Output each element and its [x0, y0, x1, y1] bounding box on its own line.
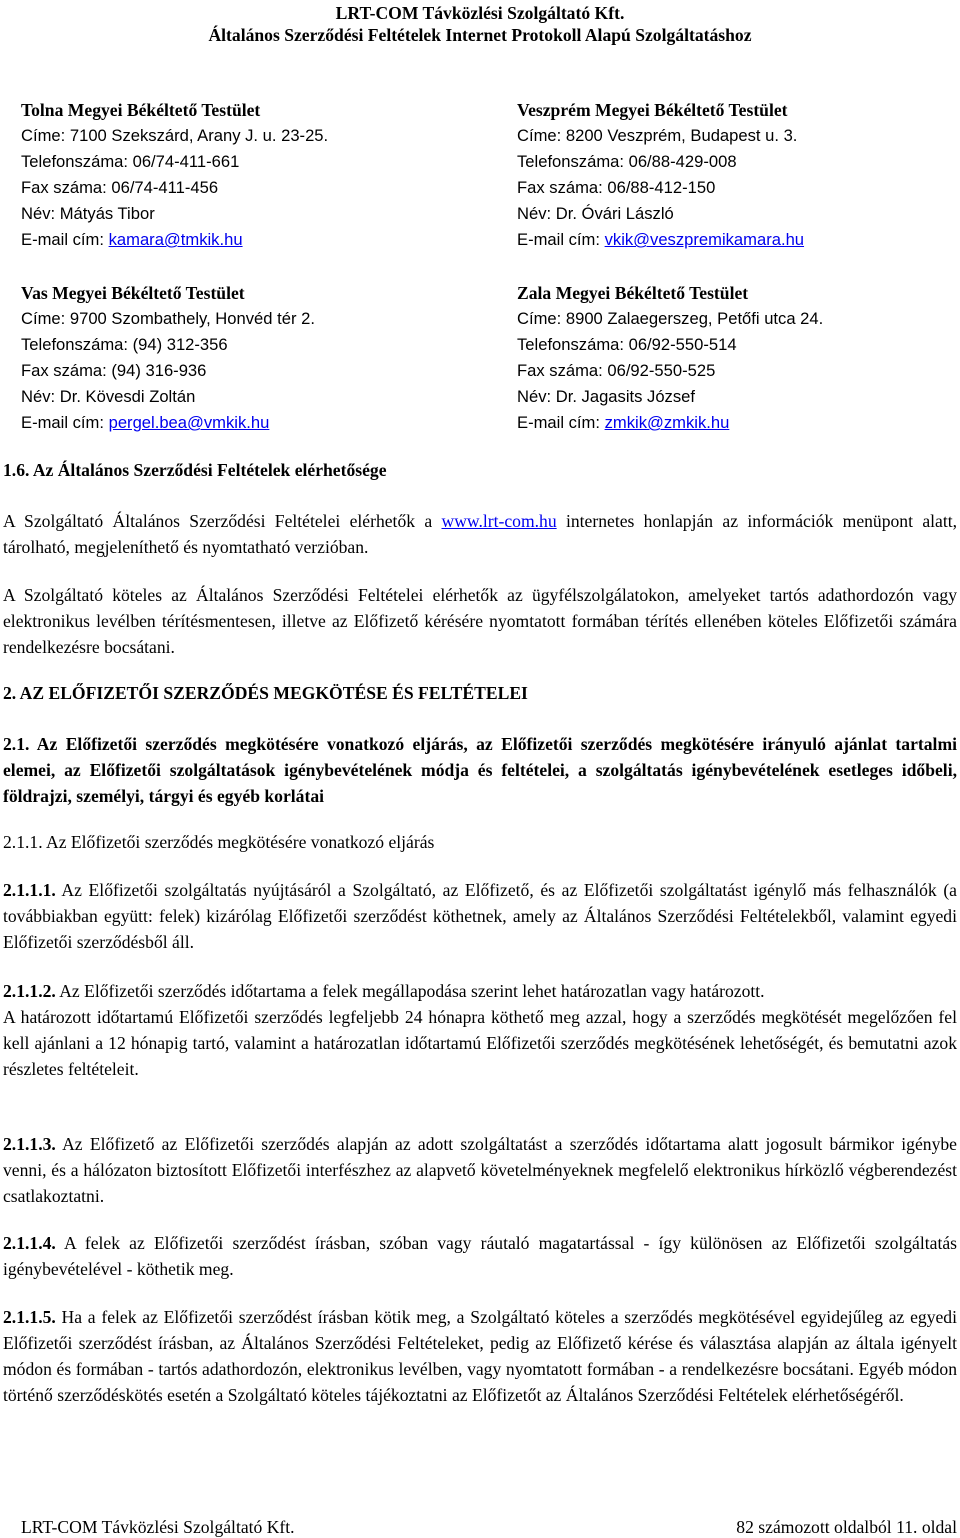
clause-number: 2.1.1.3.: [3, 1134, 56, 1154]
clause-text: Ha a felek az Előfizetői szerződést írásban kötik meg, a Szolgáltató köteles a szerződés megkötésével egyidejűleg az egyedi Előfizetői szerződést írásban, az Általános Szerződési Feltételeket, pedig az Előfizető kérése és választása alapján az általa igényelt módon és formában - tartós adathordozón, elektronikus levélben, vagy nyomtatott formában - a rendelkezésre bocsátani. Egyéb módon történő szerződéskötés esetén a Szolgáltató köteles tájékoztatni az Előfizetőt az Általános Szerződési Feltételek elérhetőségéről.: [3, 1307, 957, 1405]
board-email-row: [21, 227, 328, 253]
email-link[interactable]: kamara@tmkik.hu: [108, 230, 243, 249]
section-2-1-1-5: [3, 1304, 957, 1408]
clause-number: 2.1.1.1.: [3, 880, 56, 900]
section-2-1-1-1: [3, 877, 957, 955]
footer-page-number: 82 számozott oldalból 11. oldal: [736, 1517, 957, 1537]
board-fax: Fax száma: 06/88-412-150: [517, 178, 716, 197]
board-zala: [517, 280, 823, 436]
footer-company: LRT-COM Távközlési Szolgáltató Kft.: [21, 1517, 295, 1537]
board-person: Név: Dr. Kövesdi Zoltán: [21, 387, 196, 406]
email-link[interactable]: vkik@veszpremikamara.hu: [604, 230, 805, 249]
section-1-6-p2: [3, 582, 957, 660]
clause-number: 2.1.1.5.: [3, 1307, 56, 1327]
board-veszprem: [517, 97, 804, 253]
board-fax: Fax száma: 06/92-550-525: [517, 361, 716, 380]
email-link[interactable]: pergel.bea@vmkik.hu: [108, 413, 270, 432]
board-person: Név: Mátyás Tibor: [21, 204, 155, 223]
section-2-1-title: 2.1. Az Előfizetői szerződés megkötésére vonatkozó eljárás, az Előfizetői szerződés megkötésére irányuló ajánlat tartalmi elemei, az Előfizetői szolgáltatások igénybevételének módja és feltételei, a szolgáltatás igénybevételének esetleges időbeli, földrajzi, személyi, tárgyi és egyéb korlátai: [3, 734, 957, 806]
board-phone: Telefonszáma: 06/88-429-008: [517, 152, 737, 171]
board-name: Vas Megyei Békéltető Testület: [21, 283, 245, 303]
clause-text: Az Előfizető az Előfizetői szerződés alapján az adott szolgáltatást a szerződés időtartama alatt jogosult bármikor igénybe venni, és a hálózaton biztosított Előfizetői interfészhez az alapvető követelményeknek megfelelő elektronikus hírközlő végberendezést csatlakoztatni.: [3, 1134, 957, 1206]
board-tolna: [21, 97, 328, 253]
page-header: [0, 2, 960, 46]
clause-text: A felek az Előfizetői szerződést írásban, szóban vagy ráutaló magatartással - így különösen az Előfizetői szolgáltatás igénybevételével - köthetik meg.: [3, 1233, 957, 1279]
board-fax: Fax száma: 06/74-411-456: [21, 178, 219, 197]
email-label: E-mail cím:: [517, 413, 605, 432]
email-label: E-mail cím:: [21, 413, 109, 432]
email-label: E-mail cím:: [21, 230, 109, 249]
section-1-6-p1: [3, 508, 957, 560]
board-fax: Fax száma: (94) 316-936: [21, 361, 207, 380]
section-2-1-1-2: [3, 978, 957, 1082]
board-address: Címe: 7100 Szekszárd, Arany J. u. 23-25.: [21, 126, 329, 145]
board-email-row: [21, 410, 315, 436]
header-document-title: Általános Szerződési Feltételek Internet Protokoll Alapú Szolgáltatáshoz: [208, 25, 752, 45]
board-email-row: [517, 227, 804, 253]
board-address: Címe: 8200 Veszprém, Budapest u. 3.: [517, 126, 798, 145]
clause-text-b: A határozott időtartamú Előfizetői szerződés legfeljebb 24 hónapra köthető meg azzal, hogy a szerződés megkötését megelőzően fel kell ajánlani a 12 hónapig tartó, valamint a határozatlan időtartamú Előfizetői szerződés megkötésének lehetőségét, és bemutatni azok részletes feltételeit.: [3, 1007, 957, 1079]
clause-text: Az Előfizetői szolgáltatás nyújtásáról a Szolgáltató, az Előfizető, és az Előfizetői szolgáltatást igénylő más felhasználók (a továbbiakban együtt: felek) kizárólag Előfizetői szerződést köthetnek, amely az Általános Szerződési Feltételekből, valamint egyedi Előfizetői szerződésből áll.: [3, 880, 957, 952]
email-link[interactable]: zmkik@zmkik.hu: [604, 413, 730, 432]
p2-text: A Szolgáltató köteles az Általános Szerződési Feltételei elérhetők az ügyfélszolgálatokon, amelyeket tartós adathordozón vagy elektronikus levélben térítésmentesen, illetve az Előfizető kérésére nyomtatott formában térítés ellenében köteles Előfizetői számára rendelkezésre bocsátani.: [3, 585, 957, 657]
board-name: Veszprém Megyei Békéltető Testület: [517, 100, 788, 120]
email-label: E-mail cím:: [517, 230, 605, 249]
board-person: Név: Dr. Óvári László: [517, 204, 674, 223]
clause-text: Az Előfizetői szerződés időtartama a felek megállapodása szerint lehet határozatlan vagy határozott.: [55, 981, 765, 1001]
p1-text-b: internetes honlapján az információk menüpont alatt, tárolható, megjeleníthető és nyomtatható verzióban.: [3, 511, 957, 557]
board-phone: Telefonszáma: (94) 312-356: [21, 335, 228, 354]
board-email-row: [517, 410, 823, 436]
board-address: Címe: 8900 Zalaegerszeg, Petőfi utca 24.: [517, 309, 824, 328]
board-person: Név: Dr. Jagasits József: [517, 387, 695, 406]
clause-number: 2.1.1.2.: [3, 981, 56, 1001]
section-2-1-1-3: [3, 1131, 957, 1209]
section-1-6-title: 1.6. Az Általános Szerződési Feltételek elérhetősége: [3, 460, 387, 480]
board-name: Tolna Megyei Békéltető Testület: [21, 100, 261, 120]
board-vas: [21, 280, 315, 436]
board-phone: Telefonszáma: 06/74-411-661: [21, 152, 240, 171]
board-phone: Telefonszáma: 06/92-550-514: [517, 335, 737, 354]
board-name: Zala Megyei Békéltető Testület: [517, 283, 749, 303]
board-address: Címe: 9700 Szombathely, Honvéd tér 2.: [21, 309, 315, 328]
section-2-1-1-4: [3, 1230, 957, 1282]
clause-number: 2.1.1.4.: [3, 1233, 56, 1253]
website-link[interactable]: www.lrt-com.hu: [441, 511, 557, 531]
section-2-1-1-title: 2.1.1. Az Előfizetői szerződés megkötésére vonatkozó eljárás: [3, 832, 435, 852]
section-2-title: 2. AZ ELŐFIZETŐI SZERZŐDÉS MEGKÖTÉSE ÉS FELTÉTELEI: [3, 683, 528, 703]
header-company: LRT-COM Távközlési Szolgáltató Kft.: [335, 3, 625, 23]
p1-text-a: A Szolgáltató Általános Szerződési Feltételei elérhetők a: [3, 511, 442, 531]
